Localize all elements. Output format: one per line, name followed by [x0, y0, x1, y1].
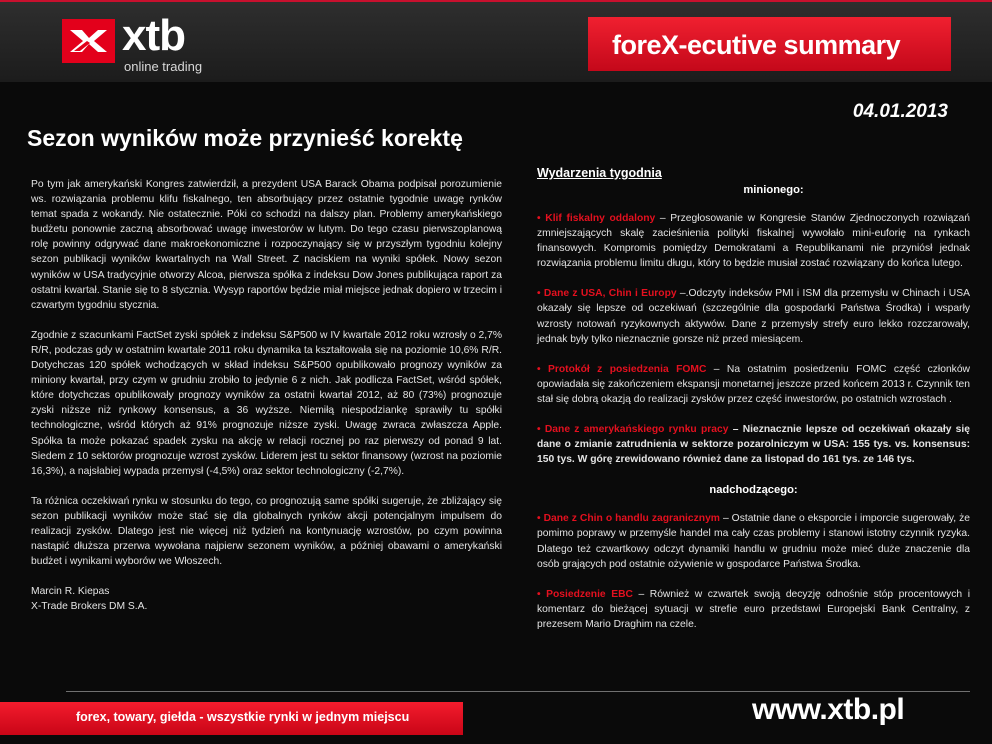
publication-date: 04.01.2013 [852, 101, 948, 122]
event-item [537, 422, 970, 467]
event-item [537, 511, 970, 571]
xtb-logo-mark[interactable] [62, 19, 115, 63]
event-tag: • Dane z USA, Chin i Europy [537, 288, 677, 300]
event-tag: • Klif fiskalny oddalony [537, 213, 656, 224]
summary-banner-text: foreX-ecutive summary [612, 30, 901, 60]
event-text: –.Odczyty indeksów PMI i ISM dla przemysłu w Chinach i USA okazały się lepsze od oczekiwań (szczególnie dla gospodarki Państwa Środka) i wsparły wzrosty notowań ryzykownych aktywów. Dane z przemysły strefy euro lekko rozczarowały, jednak były tylko nieznacznie gorsze niż przed miesiącem. [537, 288, 970, 345]
event-item [537, 362, 970, 407]
past-week-heading: minionego: [743, 184, 804, 196]
event-text: – Przegłosowanie w Kongresie Stanów Zjednoczonych rozwiązań zmniejszających skalę zacieśnienia polityki fiskalnej wywołało mini-euforię na rynkach finansowych. Kompromis pomiędzy Demokratami a Republikanami nie przyniósł jednak rozwiązania problemu limitu długu, który to będzie musiał zostać rozwiązany do końca lutego. [537, 213, 970, 270]
logo-wordmark[interactable]: xtb [122, 11, 185, 60]
article-paragraph: Zgodnie z szacunkami FactSet zyski spółek z indeksu S&P500 w IV kwartale 2012 roku wzrosły o 2,7% R/R, podczas gdy w ostatnim kwartale 2011 roku dynamika ta kształtowała się na poziomie 10,6% R/R. Dotychczas 120 spółek wchodzących w skład indeksu S&P500 opublikowało prognozy wyników za miniony kwartał, przy czym w grudniu zrobiło to jedynie 6 z nich. Jak podlicza FactSet, wśród spółek, które dotychczas opublikowały prognozy wyników za ostatni kwartał 2012, aż 80 (73%) prognozuje zyski niższe niż rynkowy konsensus, a 36 wyższe. Niemiłą niespodziankę sprawiły tu spółki technologiczne, wśród których aż 91% prognozuje niższe zyski. Uwagę zwraca zwłaszcza Apple. Spółka ta może pokazać spadek zysku na akcję w relacji rocznej po raz pierwszy od ponad 9 lat. Siedem z 10 sektorów prognozuje wzrost zysków. Liderem jest tu sektor finansowy (wzrost na poziomie 16,3%), a najsłabiej wypada przemysł (-4,5%) oraz sektor technologiczny (-2,7%). [31, 329, 503, 477]
x-logo-icon [70, 27, 107, 55]
footer-website-link[interactable]: www.xtb.pl [752, 693, 905, 726]
article-paragraph: Po tym jak amerykański Kongres zatwierdził, a prezydent USA Barack Obama podpisał porozumienie ws. rozwiązania problemu klifu fiskalnego, ten absorbujący przez ostatnie tygodnie uwagę rynków temat spada z wokandy. Nie ostatecznie. Póki co schodzi na dalszy plan. Problemy amerykańskiego budżetu ponownie zaczną absorbować uwagę inwestorów w lutym. Do tego czasu pierwszoplanową rolę powinny odgrywać dane makroekonomiczne i rozpoczynający się w przyszłym tygodniu kolejny sezon publikacji wyników kwartalnych na Wall Street. Z naciskiem na wyniki spółek. Nowy sezon wyników w USA tradycyjnie otworzy Alcoa, pierwsza spółka z indeksu Dow Jones publikująca raport za ostatni kwartał. Stanie się to 8 stycznia. Wysyp raportów będzie miał miejsce jednak dopiero w trzecim i czwartym tygodniu stycznia. [31, 179, 502, 311]
article-paragraph: Ta różnica oczekiwań rynku w stosunku do tego, co prognozują same spółki sugeruje, że zbliżający się sezon publikacji wyników może stać się dla globalnych rynków akcji potencjalnym impulsem do realizacji zysków. Dlatego jest nie więcej niż tydzień na kontynuację wzrostów, po czym powinna nastąpić dłuższa przerwa wywołana najpierw sezonem wyników, a później obawami o amerykański budżet i wynikami wyborów we Włoszech. [31, 495, 502, 568]
event-text: – Na ostatnim posiedzeniu FOMC część członków opowiadała się zakończeniem ekspansji monetarnej jeszcze przed końcem 2013 r. Czynnik ten stał się dobrą okazją do realizacji zysków przez część inwestorów, po ostatnich wzrostach . [537, 363, 970, 405]
author-name: Marcin R. Kiepas [31, 586, 110, 598]
author-company: X-Trade Brokers DM S.A. [31, 601, 148, 613]
events-column [537, 164, 970, 647]
event-lead: – Nieznacznie lepsze od oczekiwań okazały się dane o zmianie zatrudnienia w sektorze pozarolniczym w USA: 155 tys. vs. konsensus: 150 tys. W górę zrewidowano również dane za listopad do 161 tys. ze 146 tys. [537, 424, 970, 466]
article-body [31, 177, 502, 614]
event-tag: • Dane z amerykańskiego rynku pracy [537, 424, 729, 436]
event-text: – Ostatnie dane o eksporcie i imporcie sugerowały, że pomimo poprawy w przemyśle handel ma cały czas problemy i stanowi istotny czynnik ryzyka. Dlatego też czwartkowy odczyt dynamiki handlu w grudniu może mieć duże znaczenie dla osób grających pod ostatnie ożywienie w gospodarce Państwa Środka. [537, 513, 970, 570]
event-item [537, 587, 970, 632]
page-title: Sezon wyników może przynieść korektę [27, 125, 463, 151]
event-tag: • Protokół z posiedzenia FOMC [537, 363, 707, 375]
event-item [537, 211, 970, 271]
author-signature [31, 584, 502, 614]
event-item [537, 286, 970, 346]
event-text: – Również w czwartek swoją decyzję odnośnie stóp procentowych i komentarz do bieżącej sytuacji w strefie euro przedstawi Europejski Bank Centralny, z prezesem Mario Draghim na czele. [537, 588, 970, 630]
header-bar [0, 2, 992, 82]
footer-divider [66, 691, 970, 692]
next-week-heading: nadchodzącego: [709, 484, 798, 497]
event-tag: • Posiedzenie EBC [537, 588, 633, 600]
events-section-title: Wydarzenia tygodnia [537, 166, 662, 180]
event-tag: • Dane z Chin o handlu zagranicznym [537, 513, 720, 525]
logo-subtitle: online trading [124, 59, 203, 74]
footer-tagline: forex, towary, giełda - wszystkie rynki w jednym miejscu [76, 710, 410, 724]
